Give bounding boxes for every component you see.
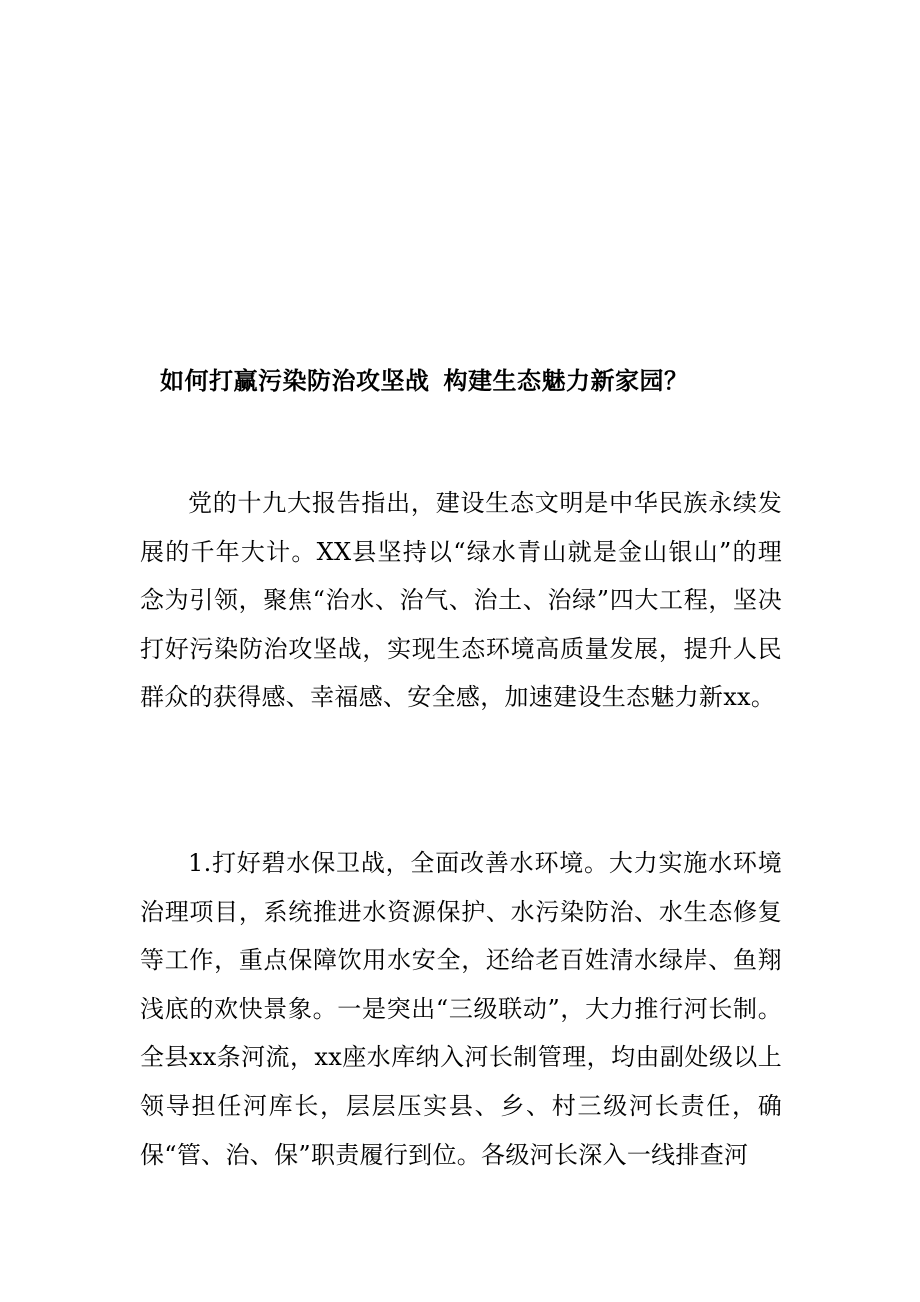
document-title bbox=[160, 362, 780, 400]
body-paragraph-intro: 党的十九大报告指出，建设生态文明是中华民族永续发展的千年大计。XX县坚持以“绿水青山就是金山银山”的理念为引领，聚焦“治水、治气、治土、治绿”四大工程，坚决打好污染防治攻坚战，实现生态环境高质量发展，提升人民群众的获得感、幸福感、安全感，加速建设生态魅力新xx。 bbox=[140, 489, 782, 712]
title-part-1: 如何打赢污染防治攻坚战 bbox=[160, 366, 430, 395]
body-paragraph-water: 1.打好碧水保卫战，全面改善水环境。大力实施水环境治理项目，系统推进水资源保护、水污染防治、水生态修复等工作，重点保障饮用水安全，还给老百姓清水绿岸、鱼翔浅底的欢快景象。一是突出“三级联动”，大力推行河长制。全县xx条河流，xx座水库纳入河长制管理，均由副处级以上领导担任河库长，层层压实县、乡、村三级河长责任，确保“管、治、保”职责履行到位。各级河长深入一线排查河 bbox=[140, 849, 782, 1169]
title-part-2: 构建生态魅力新家园？ bbox=[443, 366, 689, 395]
